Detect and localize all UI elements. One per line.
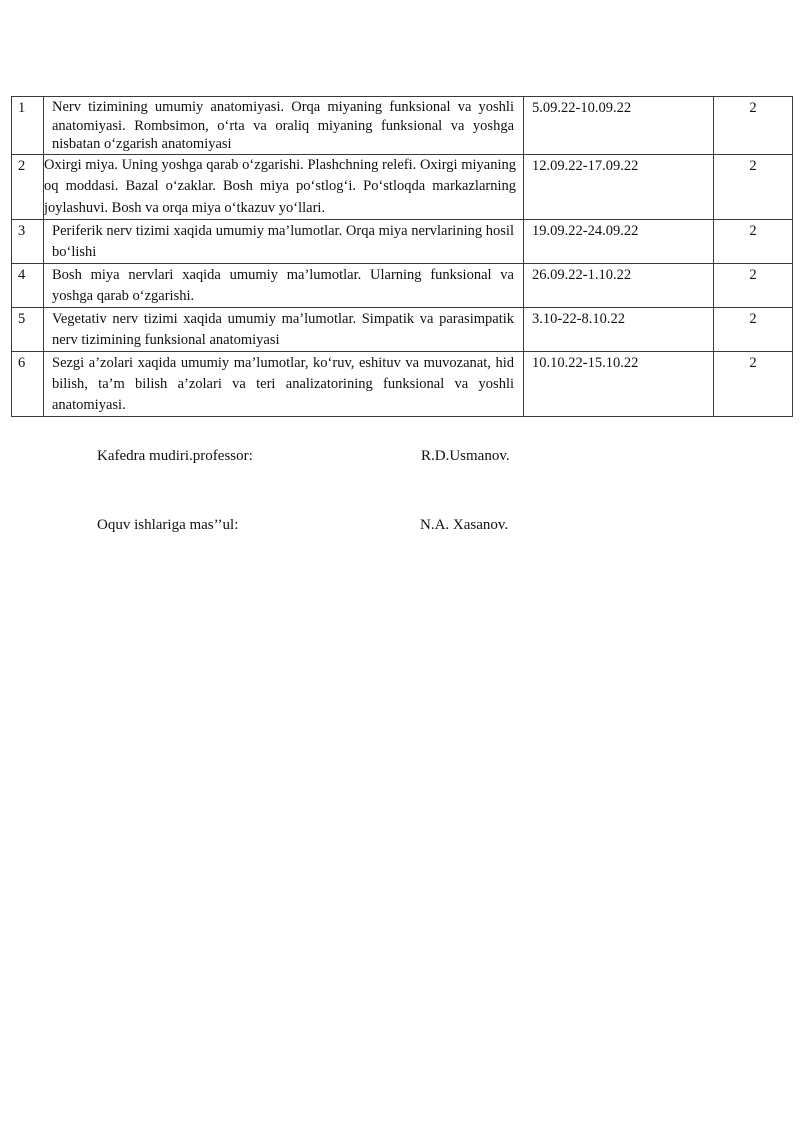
row-dates: 19.09.22-24.09.22: [524, 220, 714, 264]
department-head-title: Kafedra mudiri.professor:: [97, 448, 253, 464]
row-number: 4: [12, 264, 44, 308]
row-hours: 2: [714, 352, 793, 417]
table-row: [12, 97, 793, 155]
table-row: [12, 220, 793, 264]
schedule-table: [11, 96, 793, 417]
row-dates: 5.09.22-10.09.22: [524, 97, 714, 155]
row-topic: Vegetativ nerv tizimi xaqida umumiy ma’lumotlar. Simpatik va parasimpatik nerv tizimining funksional anatomiyasi: [44, 308, 524, 352]
row-number: 6: [12, 352, 44, 417]
row-hours: 2: [714, 308, 793, 352]
row-dates: 12.09.22-17.09.22: [524, 154, 714, 220]
academic-affairs-name: N.A. Xasanov.: [420, 517, 509, 533]
row-topic: Sezgi a’zolari xaqida umumiy ma’lumotlar, ko‘ruv, eshituv va muvozanat, hid bilish, ta’m bilish a’zolari va teri analizatorining funksional va yoshli anatomiyasi.: [44, 352, 524, 417]
row-number: 5: [12, 308, 44, 352]
row-dates: 10.10.22-15.10.22: [524, 352, 714, 417]
row-hours: 2: [714, 154, 793, 220]
table-row: [12, 154, 793, 220]
row-hours: 2: [714, 97, 793, 155]
department-head-name: R.D.Usmanov.: [421, 448, 510, 464]
row-dates: 26.09.22-1.10.22: [524, 264, 714, 308]
table-row: [12, 264, 793, 308]
row-number: 2: [12, 154, 44, 220]
row-topic: Nerv tizimining umumiy anatomiyasi. Orqa miyaning funksional va yoshli anatomiyasi. Rombsimon, o‘rta va oraliq miyaning funksional va yoshga nisbatan o‘zgarish anatomiyasi: [44, 97, 524, 155]
row-number: 3: [12, 220, 44, 264]
row-topic: Periferik nerv tizimi xaqida umumiy ma’lumotlar. Orqa miya nervlarining hosil bo‘lishi: [44, 220, 524, 264]
row-number: 1: [12, 97, 44, 155]
row-hours: 2: [714, 220, 793, 264]
table-row: [12, 352, 793, 417]
row-topic: Oxirgi miya. Uning yoshga qarab o‘zgarishi. Plashchning relefi. Oxirgi miyaning oq moddasi. Bazal o‘zaklar. Bosh miya po‘stlog‘i. Po‘stloqda markazlarning joylashuvi. Bosh va orqa miya o‘tkazuv yo‘llari.: [44, 154, 524, 220]
row-hours: 2: [714, 264, 793, 308]
table-row: [12, 308, 793, 352]
academic-affairs-title: Oquv ishlariga mas’’ul:: [97, 517, 239, 533]
row-topic: Bosh miya nervlari xaqida umumiy ma’lumotlar. Ularning funksional va yoshga qarab o‘zgarishi.: [44, 264, 524, 308]
row-dates: 3.10-22-8.10.22: [524, 308, 714, 352]
